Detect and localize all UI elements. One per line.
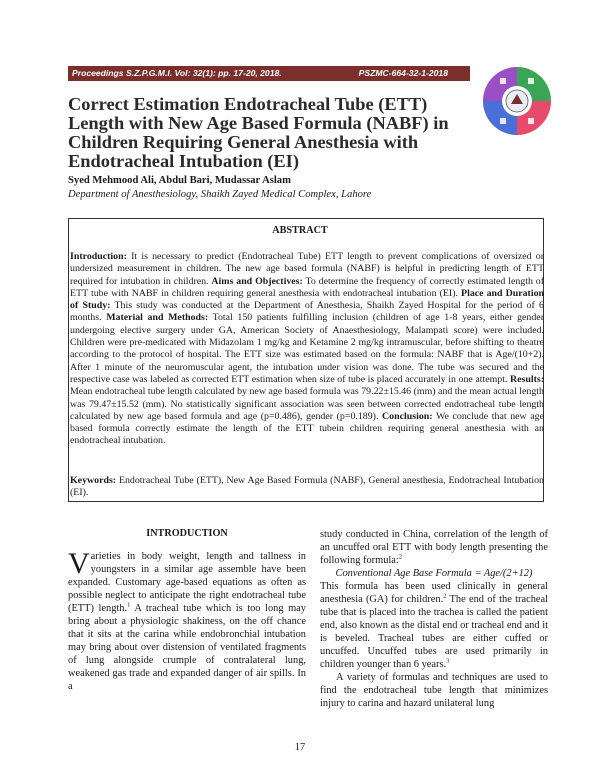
right-paragraph-3: A variety of formulas and techniques are used to find the endotracheal tube length that minimizes injury to carina and hazard unilateral lung	[320, 672, 548, 709]
intro-left-column	[68, 547, 306, 693]
right-paragraph-2: This formula has been used clinically in general anesthesia (GA) for children.	[320, 581, 548, 605]
keywords-label: Keywords:	[70, 475, 117, 486]
results-text: Mean endotracheal tube length calculated by new age based formula was 79.22±15.46 (mm) and the mean actual length was 79.47±15.52 (mm). No statistically significant association was seen between corrected endotracheal tube length calculated by new age based formula and age (p=0.486), gender (p=0.189).	[70, 386, 544, 422]
page-number: 17	[294, 742, 306, 753]
results-label: Results:	[509, 373, 544, 385]
abstract-heading: ABSTRACT	[272, 225, 328, 236]
keywords	[70, 475, 544, 500]
intro-paragraph-1b: A tracheal tube which is too long may bring about a physiologic shakiness, on the off chance that it sits at the carina while endobronchial intubation may bring about over distension of ventilated fragments of lung alongside crumple of contralateral lung, weakened gas trade and expanded danger of air spills. In a	[68, 603, 306, 692]
affiliation: Department of Anesthesiology, Shaikh Zayed Medical Complex, Lahore	[68, 189, 372, 200]
intro-label: Introduction:	[70, 251, 127, 262]
drop-cap: V	[68, 547, 90, 580]
keywords-text: Endotracheal Tube (ETT), New Age Based Formula (NABF), General anesthesia, Endotracheal Intubation (EI).	[70, 475, 544, 499]
intro-text: It is necessary to predict (Endotracheal Tube) ETT length to prevent complications of oversized or undersized measurement in children. The new age based formula (NABF) is helpful in predicting length of ETT required for intubation in children.	[70, 251, 544, 287]
article-code: PSZMC-664-32-1-2018	[358, 68, 448, 78]
place-text: This study was conducted at the Department of Anesthesia, Shaikh Zayed Hospital for the period of 6 months.	[70, 300, 544, 324]
article-title: Correct Estimation Endotracheal Tube (ETT) Length with New Age Based Formula (NABF) in Children Requiring General Anesthesia with Endotracheal Intubation (EI)	[68, 94, 449, 171]
methods-text: Total 150 patients fulfilling inclusion (children of age 1-8 years, either gender undergoing elective surgery under GA, American Society of Anaesthesiology, Malampati score) were included. Children were pre-medicated with Midazolam 1 mg/kg and Ketamine 2 mg/kg intramuscular, before shifting to theatre according to the protocol of hospital. The ETT size was estimated based on the formula: NABF that is Age/(10+2). After 1 minute of the neuromuscular agent, the intubation under vision was done. The tube was secured and the respective case was labeled as corrected ETT estimation when size of tube is placed accurately in one attempt.	[70, 312, 544, 385]
aims-label: Aims and Objectives:	[211, 275, 303, 287]
conclusion-text: We conclude that new age based formula correctly estimate the length of the ETT tubein children requiring general anesthesia with an endotracheal intubation.	[70, 410, 544, 447]
abstract-body	[70, 251, 544, 448]
institution-logo-icon	[482, 66, 552, 136]
right-paragraph-2b: The end of the tracheal tube that is placed into the trachea is called the patient end, also known as the distal end or tracheal end and it is beveled. Tracheal tubes are either cuffed or uncuffed. Uncuffed tubes are used primarily in children younger than 6 years.	[320, 594, 548, 670]
author-list: Syed Mehmood Ali, Abdul Bari, Mudassar Aslam	[68, 175, 291, 186]
introduction-heading: INTRODUCTION	[146, 528, 228, 539]
conclusion-label: Conclusion:	[382, 410, 433, 422]
citation-ref: 2	[398, 553, 403, 561]
aims-text: To determine the frequency of correctly estimated length of ETT tube with NABF in children requiring general anesthesia with endotracheal intubation (EI).	[70, 275, 545, 299]
formula: Conventional Age Base Formula = Age/(2+12)	[335, 568, 533, 579]
methods-label: Material and Methods:	[106, 312, 209, 324]
journal-header-bar	[68, 66, 470, 81]
citation-ref: 2	[443, 592, 447, 600]
intro-paragraph-1: arieties in body weight, length and tallness in youngsters in a similar age assemble have been expanded. Customary age-based equations as often as possible neglect to anticipate the right endotracheal tube (ETT) length.	[68, 551, 306, 614]
citation-ref: 3	[446, 657, 450, 665]
right-paragraph-1: study conducted in China, correlation of the length of an uncuffed oral ETT with body length presenting the following formula:	[320, 529, 548, 566]
place-label: Place and Duration of Study:	[70, 287, 544, 312]
citation-ref: 1	[127, 601, 131, 609]
journal-citation: Proceedings S.Z.P.G.M.I. Vol: 32(1): pp. 17-20, 2018.	[72, 68, 282, 78]
intro-right-column	[320, 528, 548, 710]
